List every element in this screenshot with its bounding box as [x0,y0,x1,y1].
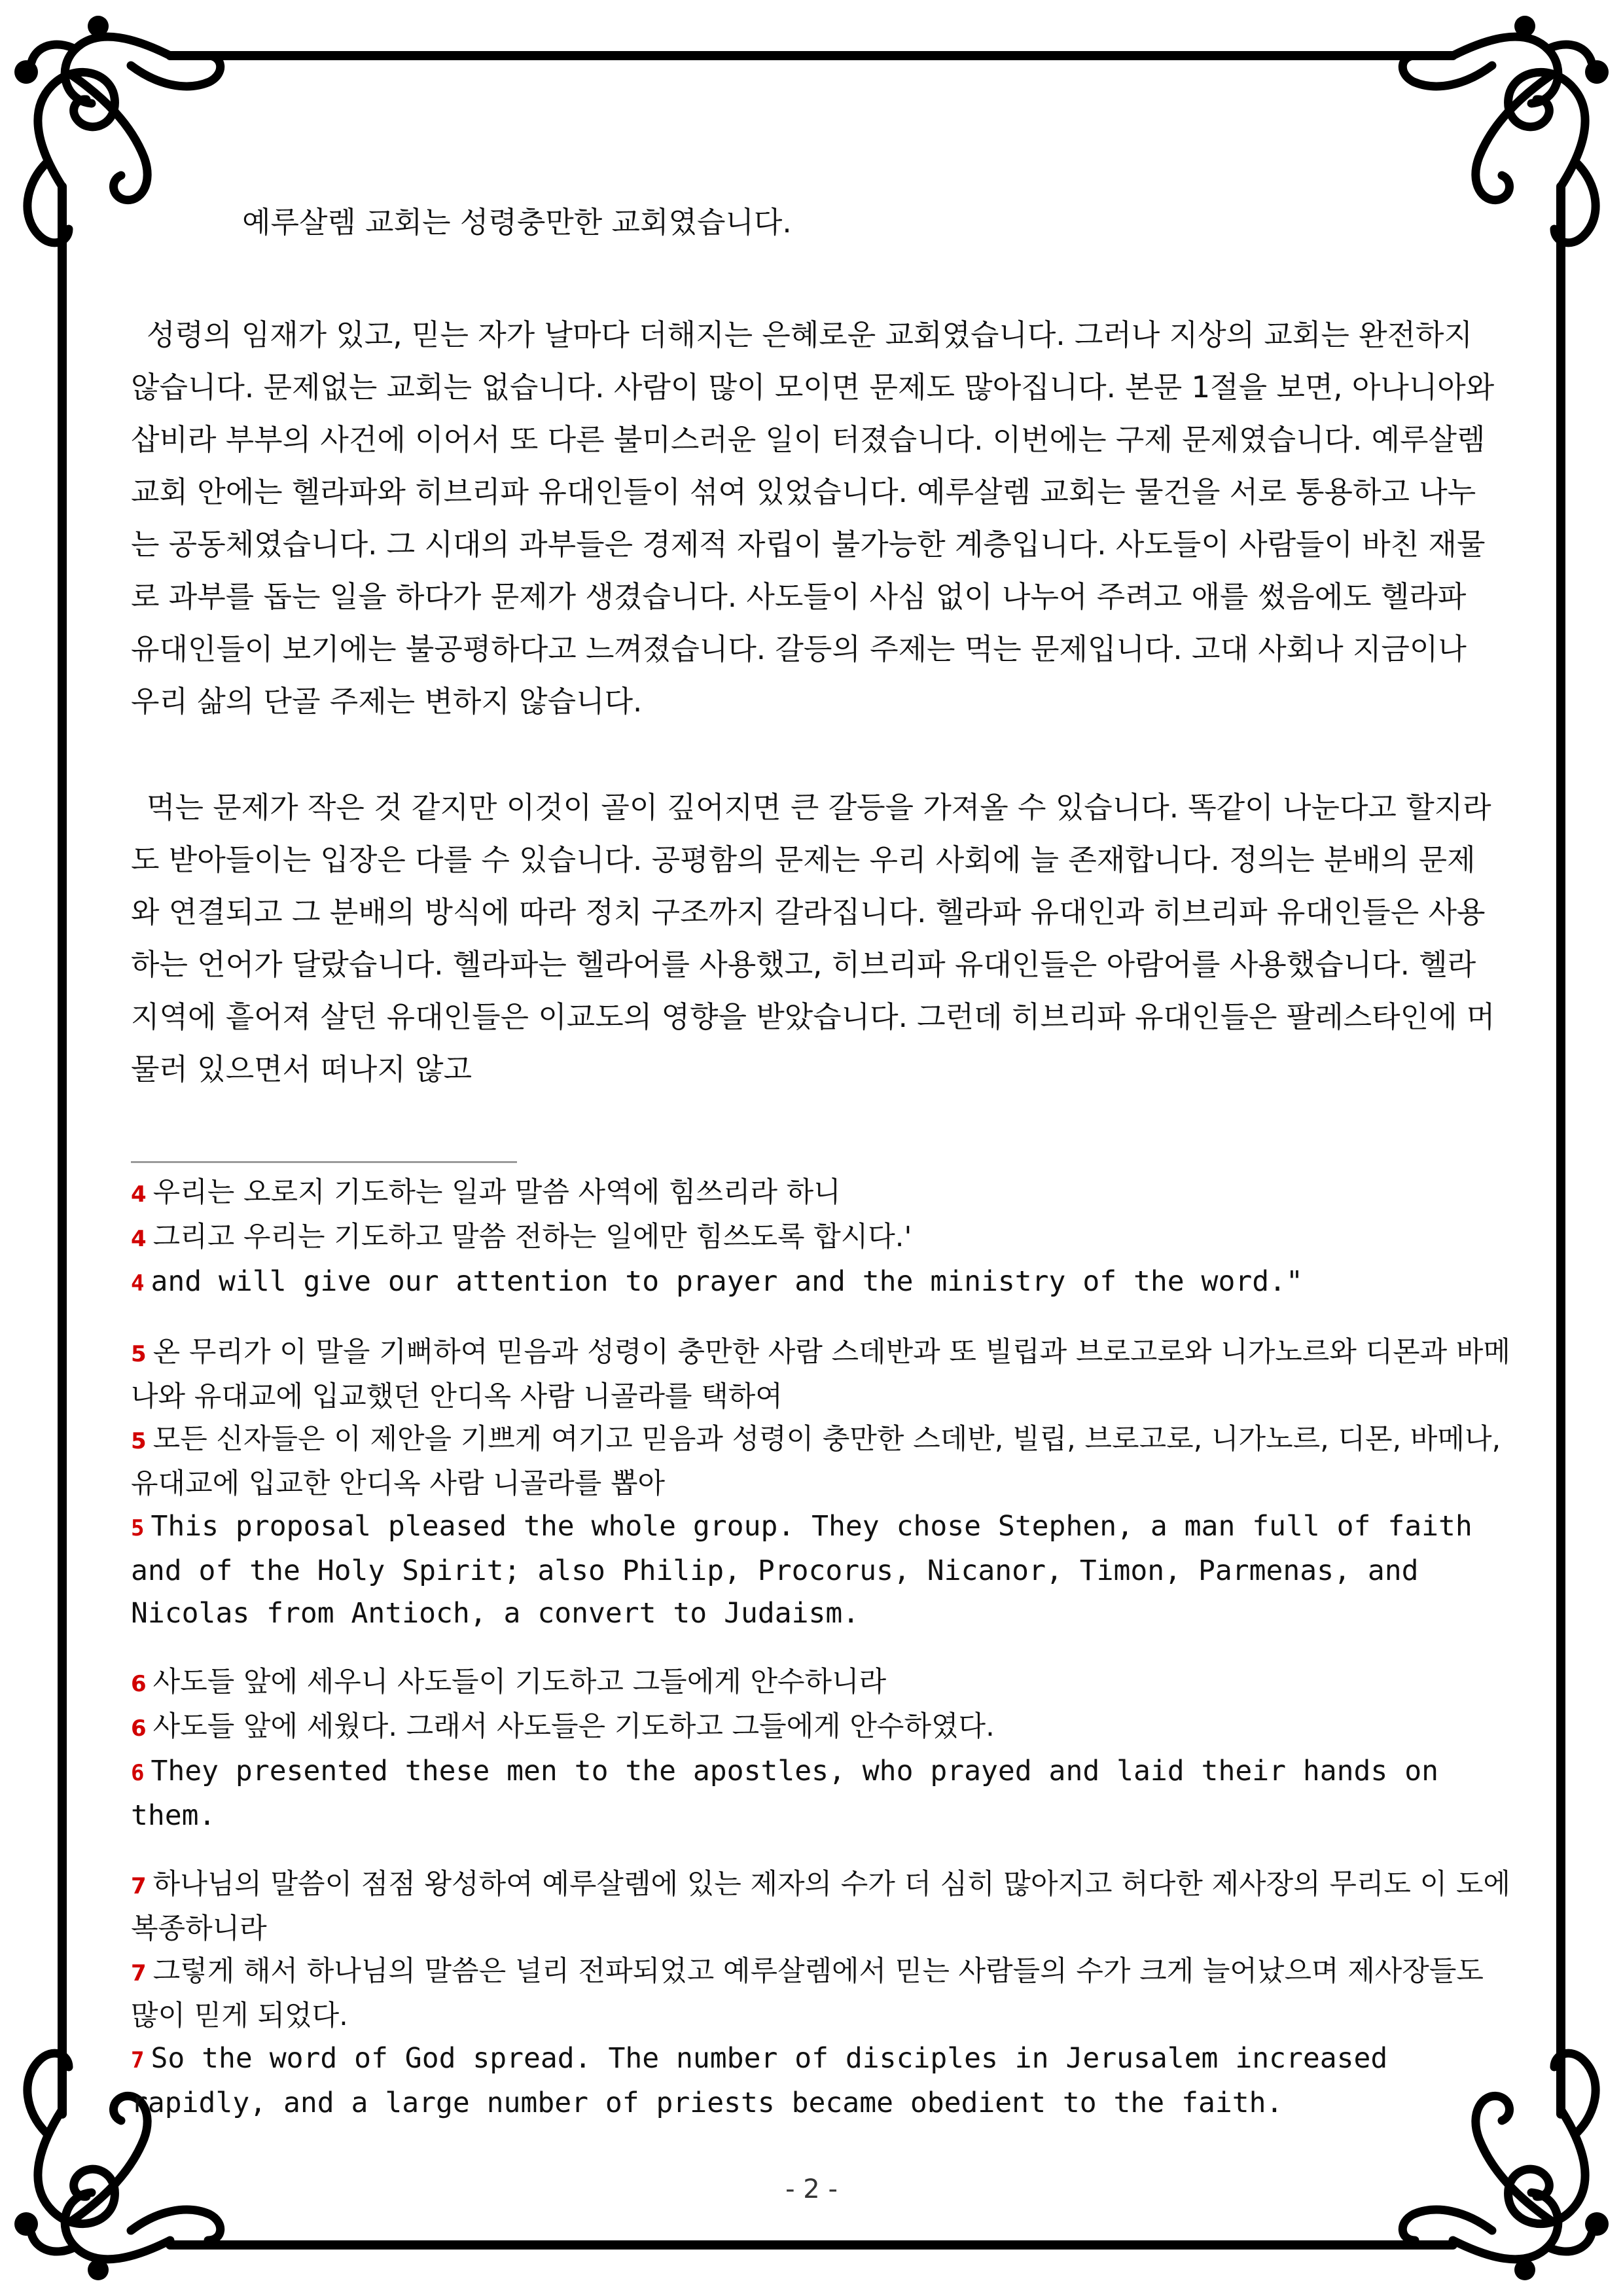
footnote-line [131,1706,1512,1750]
footnote-divider [131,1161,517,1163]
footnote-group-4 [131,1172,1512,1305]
footnote-line [131,2037,1512,2125]
footnote-number: 5 [131,1515,145,1541]
footnote-line [131,1261,1512,1305]
footnote-line [131,1750,1512,1837]
footnote-line [131,1418,1512,1505]
footnote-number: 6 [131,1715,147,1742]
footnote-line [131,1863,1512,1950]
footnotes [131,1172,1512,2151]
footnote-line [131,1950,1512,2037]
page-number: - 2 - [785,2174,838,2204]
footnote-line [131,1505,1512,1635]
footnote-group-5 [131,1331,1512,1635]
footnote-number: 4 [131,1270,145,1297]
footnote-text: 그리고 우리는 기도하고 말씀 전하는 일에만 힘쓰도록 합시다.' [152,1221,912,1253]
footnote-number: 5 [131,1428,147,1454]
footnote-text: 우리는 오로지 기도하는 일과 말씀 사역에 힘쓰리라 하니 [152,1176,841,1209]
footnote-number: 6 [131,1760,145,1786]
footnote-text: So the word of God spread. The number of disciples in Jerusalem increased rapidly, and a large number of priests became obedient to the faith. [131,2042,1388,2119]
footnote-number: 7 [131,1873,147,1899]
footnote-number: 4 [131,1226,147,1252]
footnote-text: 그렇게 해서 하나님의 말씀은 널리 전파되었고 예루살렘에서 믿는 사람들의 수가 크게 늘어났으며 제사장들도 많이 믿게 되었다. [131,1955,1484,2032]
lead-sentence: 예루살렘 교회는 성령충만한 교회였습니다. [242,205,792,240]
footnote-group-6 [131,1661,1512,1837]
footnote-number: 6 [131,1671,147,1697]
footnote-number: 7 [131,1960,147,1986]
footnote-line [131,1216,1512,1261]
footnote-line [131,1661,1512,1706]
footnote-text: 하나님의 말씀이 점점 왕성하여 예루살렘에 있는 제자의 수가 더 심히 많아지고 허다한 제사장의 무리도 이 도에 복종하니라 [131,1868,1510,1945]
footnote-text: 모든 신자들은 이 제안을 기쁘게 여기고 믿음과 성령이 충만한 스데반, 빌립, 브로고로, 니가노르, 디몬, 바메나, 유대교에 입교한 안디옥 사람 니골라를 뽑아 [131,1423,1501,1500]
footnote-number: 5 [131,1341,147,1367]
footnote-text: 사도들 앞에 세웠다. 그래서 사도들은 기도하고 그들에게 안수하였다. [152,1710,995,1743]
main-text [131,196,1499,1096]
footnote-group-7 [131,1863,1512,2125]
footnote-number: 4 [131,1181,147,1208]
footnote-line [131,1172,1512,1216]
footnote-line [131,1331,1512,1418]
footnote-text: 온 무리가 이 말을 기뻐하여 믿음과 성령이 충만한 사람 스데반과 또 빌립과 브로고로와 니가노르와 디몬과 바메나와 유대교에 입교했던 안디옥 사람 니골라를 택하여 [131,1336,1510,1413]
body-paragraph-2: 먹는 문제가 작은 것 같지만 이것이 골이 깊어지면 큰 갈등을 가져올 수 있습니다. 똑같이 나눈다고 할지라도 받아들이는 입장은 다를 수 있습니다. 공평함의 문제는 우리 사회에 늘 존재합니다. 정의는 분배의 문제와 연결되고 그 분배의 방식에 따라 정치 구조까지 갈라집니다. 헬라파 유대인과 히브리파 유대인들은 사용하는 언어가 달랐습니다. 헬라파는 헬라어를 사용했고, 히브리파 유대인들은 아람어를 사용했습니다. 헬라 지역에 흩어져 살던 유대인들은 이교도의 영향을 받았습니다. 그런데 히브리파 유대인들은 팔레스타인에 머물러 있으면서 떠나지 않고 [131,790,1495,1086]
footnote-text: and will give our attention to prayer and the ministry of the word." [151,1265,1303,1298]
footnote-number: 7 [131,2047,145,2073]
body-paragraph-1: 성령의 임재가 있고, 믿는 자가 날마다 더해지는 은혜로운 교회였습니다. 그러나 지상의 교회는 완전하지 않습니다. 문제없는 교회는 없습니다. 사람이 많이 모이면 문제도 많아집니다. 본문 1절을 보면, 아나니아와 삽비라 부부의 사건에 이어서 또 다른 불미스러운 일이 터졌습니다. 이번에는 구제 문제였습니다. 예루살렘 교회 안에는 헬라파와 히브리파 유대인들이 섞여 있었습니다. 예루살렘 교회는 물건을 서로 통용하고 나누는 공동체였습니다. 그 시대의 과부들은 경제적 자립이 불가능한 계층입니다. 사도들이 사람들이 바친 재물로 과부를 돕는 일을 하다가 문제가 생겼습니다. 사도들이 사심 없이 나누어 주려고 애를 썼음에도 헬라파 유대인들이 보기에는 불공평하다고 느껴졌습니다. 갈등의 주제는 먹는 문제입니다. 고대 사회나 지금이나 우리 삶의 단골 주제는 변하지 않습니다. [131,317,1495,719]
footnote-text: They presented these men to the apostles, who prayed and laid their hands on them. [131,1755,1438,1832]
footnote-text: 사도들 앞에 세우니 사도들이 기도하고 그들에게 안수하니라 [152,1666,887,1698]
footnote-text: This proposal pleased the whole group. They chose Stephen, a man full of faith and of the Holy Spirit; also Philip, Procorus, Nicanor, Timon, Parmenas, and Nicolas from Antioch, a convert to Judaism. [131,1510,1472,1630]
